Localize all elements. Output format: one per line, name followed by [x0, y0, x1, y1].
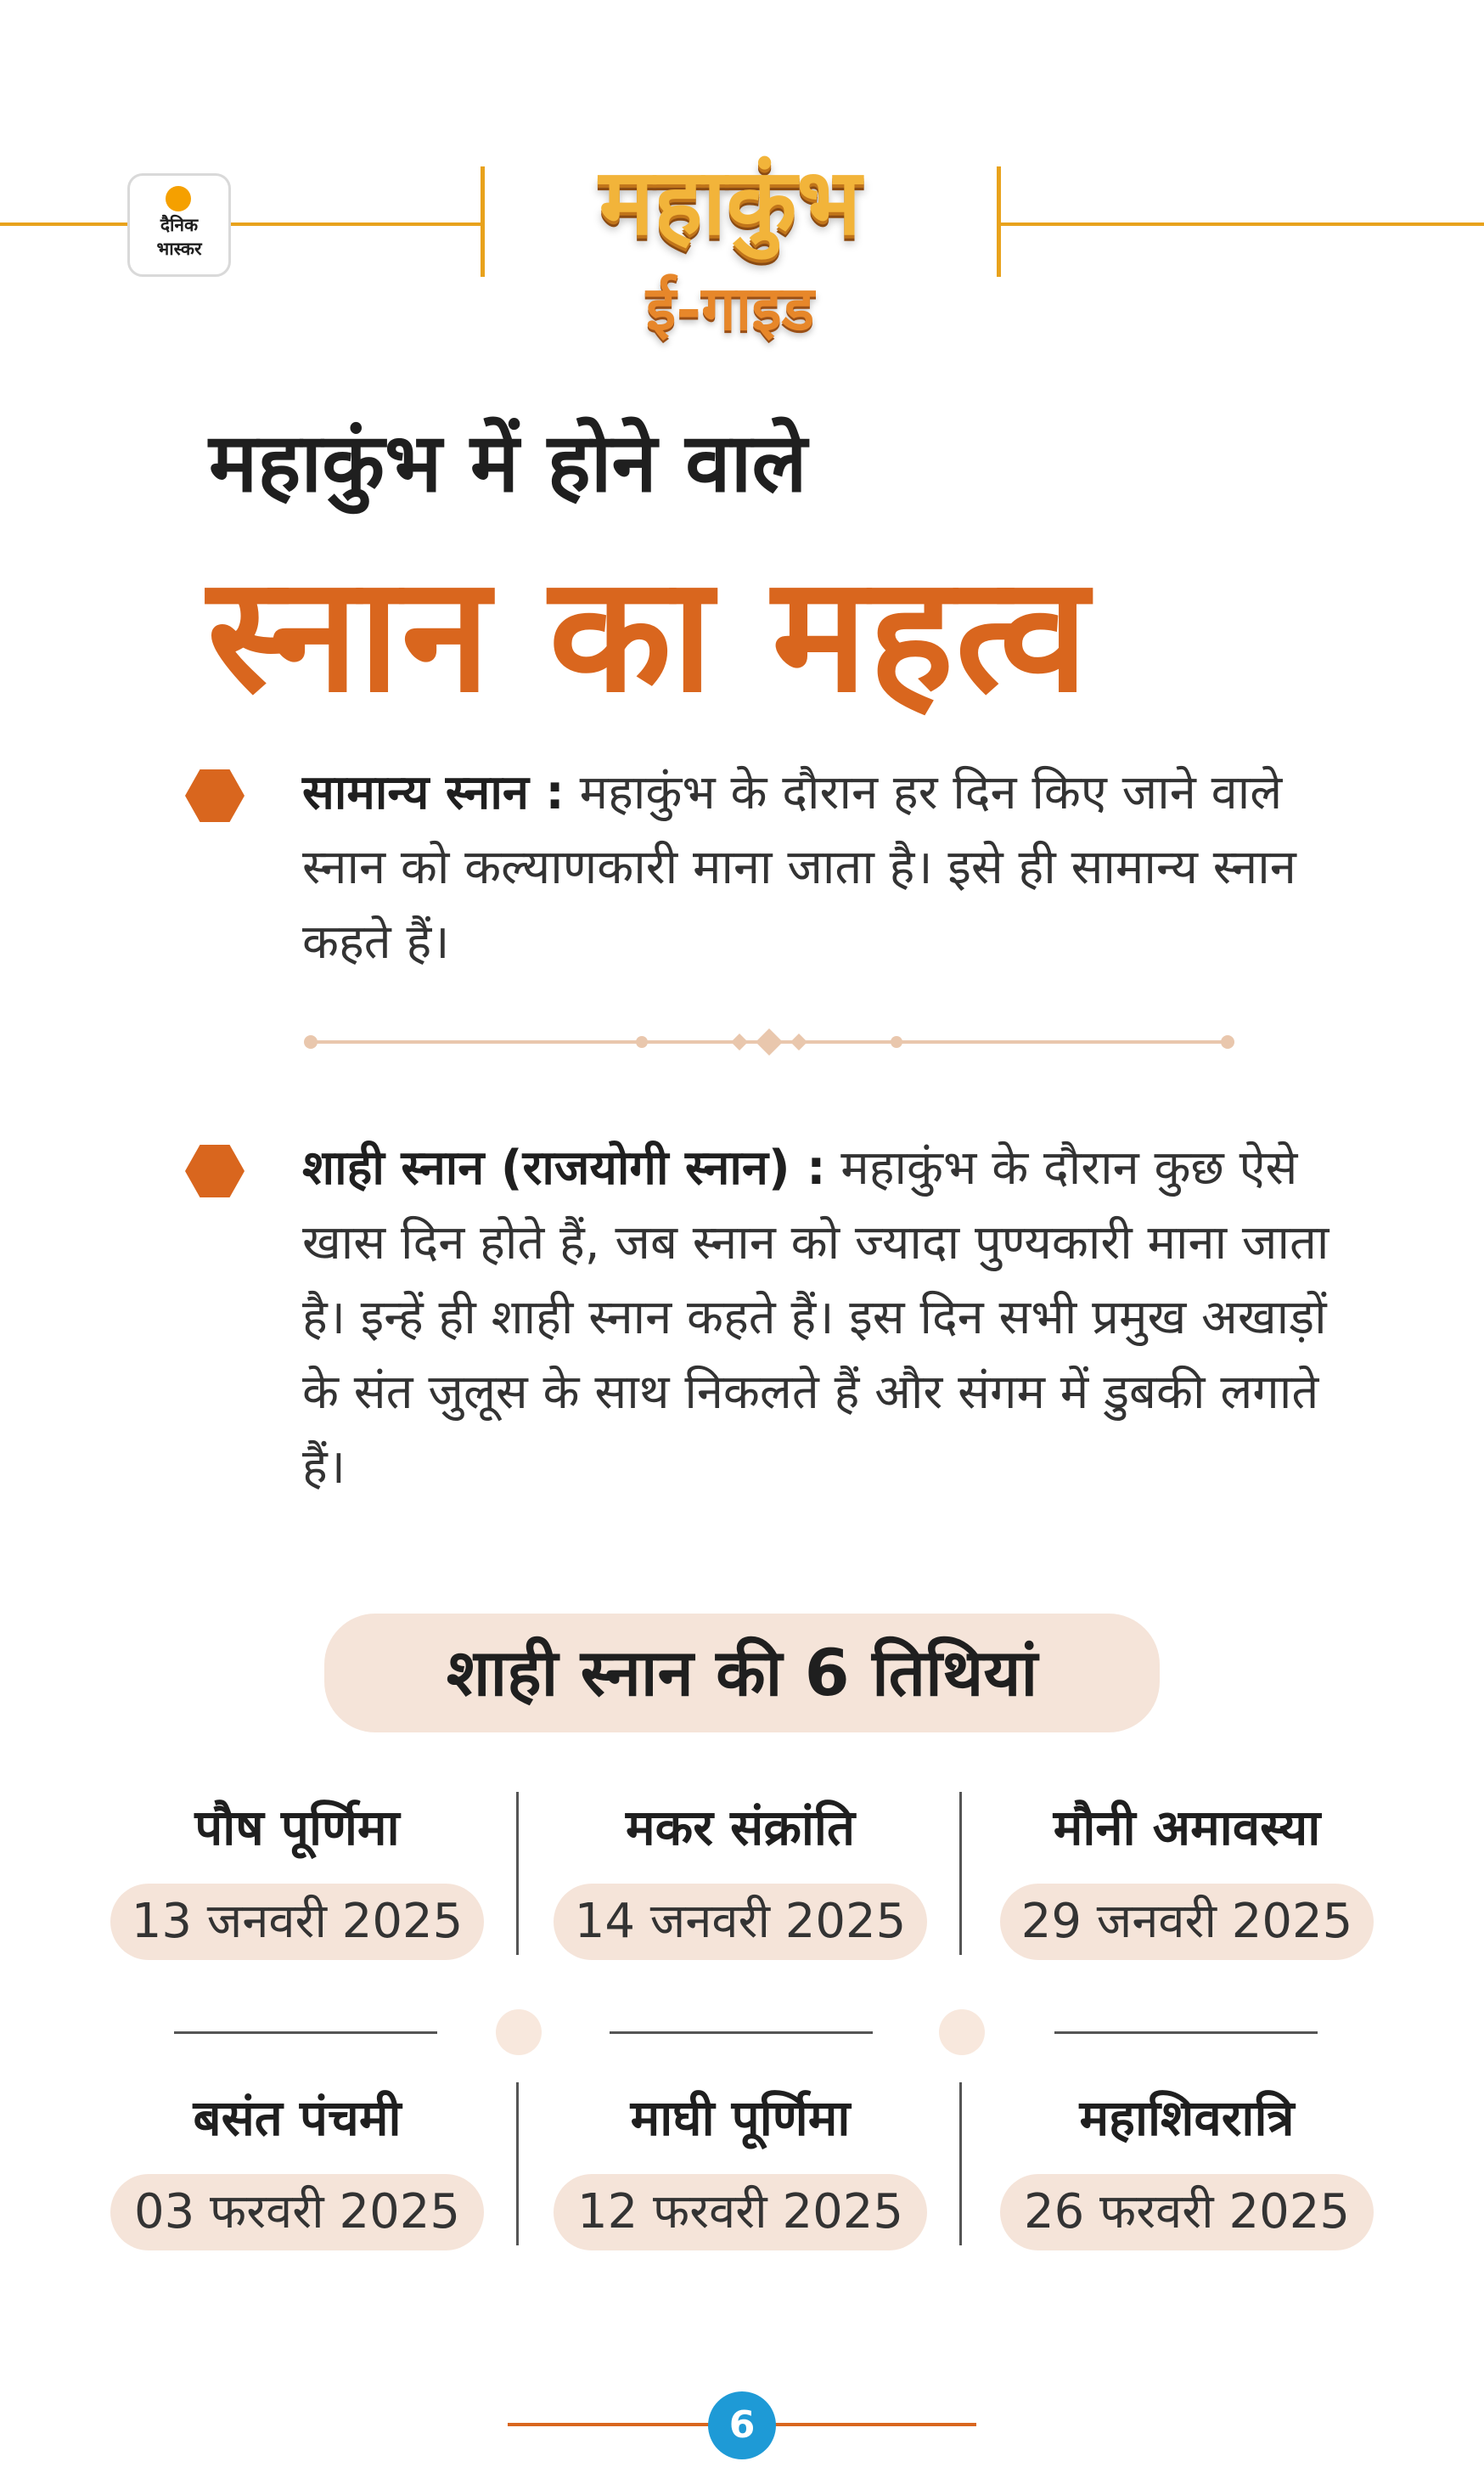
dainik-bhaskar-logo	[127, 173, 231, 277]
sun-icon	[166, 186, 191, 211]
date-item-name: महाशिवरात्रि	[1079, 2089, 1295, 2147]
brand-title: महाकुंभ	[599, 149, 862, 256]
header-bar-right	[997, 166, 1001, 277]
logo-line-1: दैनिक	[160, 215, 199, 235]
date-item-date: 14 जनवरी 2025	[554, 1884, 927, 1960]
header-rule-left	[0, 222, 127, 226]
bullet-paragraph-royal-bath	[302, 1131, 1372, 1505]
date-item	[554, 2084, 927, 2250]
header-bar-left	[481, 166, 485, 277]
dates-section-title: शाही स्नान की 6 तिथियां	[324, 1614, 1160, 1732]
header-rule-right	[1001, 222, 1484, 226]
column-separator	[516, 2082, 519, 2245]
bullet-hexagon-icon	[185, 1145, 245, 1197]
page-title-line-2: स्नान का महत्व	[207, 542, 1090, 728]
date-item-name: पौष पूर्णिमा	[194, 1799, 400, 1856]
bullet-text: महाकुंभ के दौरान हर दिन किए जाने वाले स्नान को कल्याणकारी माना जाता है। इसे ही सामान्य स्नान कहते हैं।	[302, 765, 1296, 970]
date-item	[1000, 1794, 1374, 1960]
date-item-date: 29 जनवरी 2025	[1000, 1884, 1374, 1960]
date-item-name: बसंत पंचमी	[193, 2089, 402, 2147]
brand-subtitle: ई-गाइड	[645, 272, 815, 344]
page-title-line-1: महाकुंभ में होने वाले	[209, 415, 807, 510]
ornamental-divider	[302, 1025, 1236, 1059]
date-item-name: मकर संक्रांति	[626, 1799, 855, 1856]
date-item-date: 13 जनवरी 2025	[110, 1884, 484, 1960]
header-rule-left-2	[226, 222, 481, 226]
date-item	[110, 1794, 484, 1960]
date-item	[110, 2084, 484, 2250]
row-separator	[1054, 2031, 1318, 2034]
date-item	[554, 1794, 927, 1960]
date-item-date: 26 फरवरी 2025	[1000, 2174, 1374, 2250]
footer-rule-right	[773, 2423, 976, 2426]
date-item-name: मौनी अमावस्या	[1053, 1799, 1321, 1856]
row-separator	[610, 2031, 873, 2034]
date-item-date: 03 फरवरी 2025	[110, 2174, 484, 2250]
row-separator	[174, 2031, 437, 2034]
column-separator	[959, 1792, 962, 1955]
separator-dot	[939, 2009, 985, 2055]
bullet-text: महाकुंभ के दौरान कुछ ऐसे खास दिन होते हैं, जब स्नान को ज्यादा पुण्यकारी माना जाता है। इन्हें ही शाही स्नान कहते हैं। इस दिन सभी प्रमुख अखाड़ों के संत जुलूस के साथ निकलते हैं और संगम में डुबकी लगाते हैं।	[302, 1141, 1329, 1495]
bullet-paragraph-general-bath	[302, 756, 1372, 980]
bullet-heading: सामान्य स्नान :	[302, 765, 565, 820]
bullet-heading: शाही स्नान (राजयोगी स्नान) :	[302, 1141, 826, 1196]
footer-rule-left	[508, 2423, 711, 2426]
column-separator	[959, 2082, 962, 2245]
logo-line-2: भास्कर	[156, 239, 202, 259]
date-item	[1000, 2084, 1374, 2250]
column-separator	[516, 1792, 519, 1955]
page-number-badge: 6	[708, 2391, 776, 2459]
separator-dot	[496, 2009, 542, 2055]
date-item-date: 12 फरवरी 2025	[554, 2174, 927, 2250]
date-item-name: माघी पूर्णिमा	[630, 2089, 851, 2147]
bullet-hexagon-icon	[185, 769, 245, 822]
